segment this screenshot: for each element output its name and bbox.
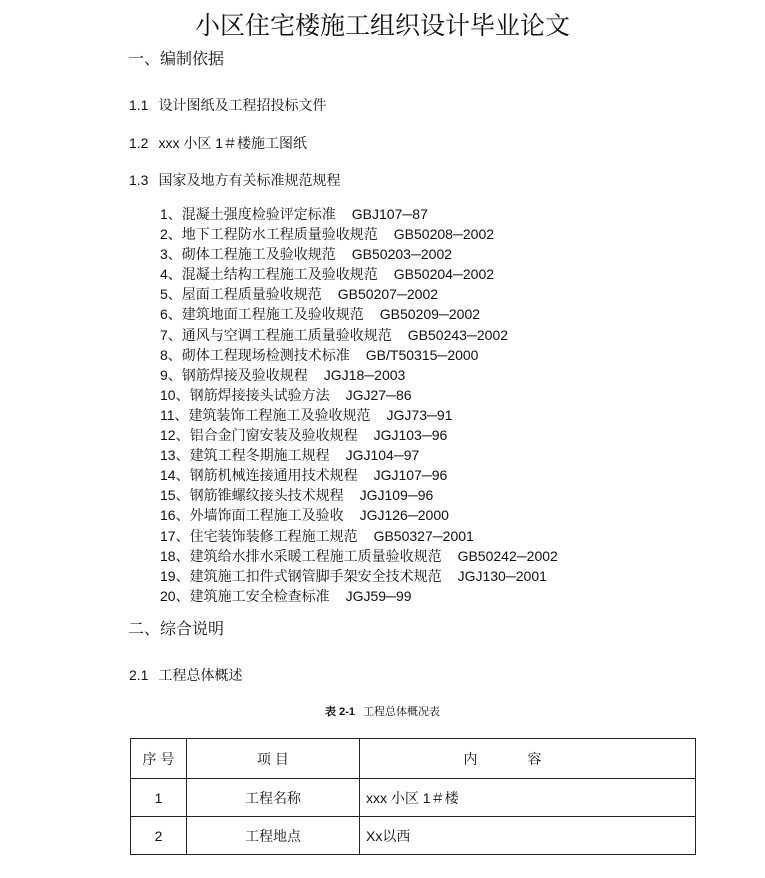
standard-label: 1、混凝土强度检验评定标准 xyxy=(160,206,336,222)
list-item xyxy=(160,445,558,465)
list-item xyxy=(160,425,558,445)
standard-code: GB50243─2002 xyxy=(407,326,509,343)
subsection-2-1 xyxy=(129,665,242,685)
list-item xyxy=(160,345,558,365)
document-title: 小区住宅楼施工组织设计毕业论文 xyxy=(194,11,570,40)
section-heading-2: 二、综合说明 xyxy=(128,619,225,638)
list-item xyxy=(160,485,558,505)
list-item xyxy=(160,526,558,546)
standard-code: GB50242─2002 xyxy=(457,547,558,564)
standard-label: 20、建筑施工安全检查标准 xyxy=(160,587,330,604)
list-item xyxy=(160,566,558,586)
standard-label: 12、铝合金门窗安装及验收规程 xyxy=(160,427,358,444)
table-cell: 工程名称 xyxy=(187,779,360,817)
standard-code: JGJ107─96 xyxy=(373,467,448,484)
list-item xyxy=(160,586,558,606)
standard-label: 15、钢筋锥螺纹接头技术规程 xyxy=(160,487,344,504)
list-item xyxy=(160,385,558,405)
standard-code: JGJ104─97 xyxy=(345,447,420,464)
standard-code: GB50203─2002 xyxy=(351,246,453,263)
standard-code: JGJ103─96 xyxy=(373,427,448,444)
list-item xyxy=(160,304,558,324)
subsection-text: xxx 小区 1＃楼施工图纸 xyxy=(158,135,308,151)
subsection-1-3 xyxy=(129,170,340,190)
subsection-text: 国家及地方有关标准规范规程 xyxy=(158,172,341,188)
list-item xyxy=(160,546,558,566)
standard-label: 9、钢筋焊接及验收规程 xyxy=(160,366,308,383)
standard-label: 7、通风与空调工程施工质量验收规范 xyxy=(160,326,392,343)
standard-label: 5、屋面工程质量验收规范 xyxy=(160,286,322,303)
standard-label: 18、建筑给水排水采暖工程施工质量验收规范 xyxy=(160,547,442,564)
subsection-text: 工程总体概述 xyxy=(158,667,243,683)
standard-label: 4、混凝土结构工程施工及验收规范 xyxy=(160,266,378,283)
table-cell: Xx以西 xyxy=(360,817,696,855)
table-cell: 2 xyxy=(131,817,187,855)
table-row xyxy=(131,779,696,817)
standard-code: GBJ107─87 xyxy=(351,206,428,222)
subsection-1-2 xyxy=(129,133,307,153)
standard-code: GB/T50315─2000 xyxy=(365,346,479,363)
standard-label: 6、建筑地面工程施工及验收规范 xyxy=(160,306,364,323)
standard-label: 10、钢筋焊接接头试验方法 xyxy=(160,386,330,403)
standard-code: JGJ109─96 xyxy=(359,487,434,504)
subsection-text: 设计图纸及工程招投标文件 xyxy=(158,97,327,113)
standard-label: 13、建筑工程冬期施工规程 xyxy=(160,447,330,464)
subsection-number: 1.3 xyxy=(129,172,149,188)
standard-label: 17、住宅装饰装修工程施工规范 xyxy=(160,527,358,544)
column-header-item: 项 目 xyxy=(187,739,360,779)
standard-code: JGJ73─91 xyxy=(386,406,453,423)
standard-label: 2、地下工程防水工程质量验收规范 xyxy=(160,226,378,243)
list-item xyxy=(160,284,558,304)
standard-code: GB50327─2001 xyxy=(373,527,474,544)
standard-label: 3、砌体工程施工及验收规范 xyxy=(160,246,336,263)
column-header-no: 序 号 xyxy=(131,739,187,779)
list-item xyxy=(160,224,558,244)
list-item xyxy=(160,264,558,284)
standard-label: 19、建筑施工扣件式钢管脚手架安全技术规范 xyxy=(160,567,442,584)
standard-code: JGJ130─2001 xyxy=(457,567,547,584)
standard-label: 14、钢筋机械连接通用技术规程 xyxy=(160,467,358,484)
standard-code: GB50208─2002 xyxy=(393,226,495,243)
table-cell: xxx 小区 1＃楼 xyxy=(360,779,696,817)
list-item xyxy=(160,405,558,425)
standard-label: 8、砌体工程现场检测技术标准 xyxy=(160,346,350,363)
standard-code: GB50204─2002 xyxy=(393,266,495,283)
list-item xyxy=(160,204,558,224)
list-item xyxy=(160,505,558,525)
list-item xyxy=(160,365,558,385)
standard-label: 16、外墙饰面工程施工及验收 xyxy=(160,507,344,524)
standards-list xyxy=(160,204,558,606)
list-item xyxy=(160,325,558,345)
subsection-number: 2.1 xyxy=(129,667,149,683)
standard-code: JGJ27─86 xyxy=(345,386,412,403)
standard-code: GB50207─2002 xyxy=(337,286,439,303)
table-caption xyxy=(0,703,765,719)
table-row xyxy=(131,817,696,855)
standard-label: 11、建筑装饰工程施工及验收规范 xyxy=(160,406,371,423)
subsection-number: 1.1 xyxy=(129,97,149,113)
section-heading-1: 一、编制依据 xyxy=(128,49,225,68)
standard-code: JGJ18─2003 xyxy=(323,366,406,383)
list-item xyxy=(160,465,558,485)
table-caption-text: 工程总体概况表 xyxy=(362,706,440,718)
table-header-row xyxy=(131,739,696,779)
standard-code: GB50209─2002 xyxy=(379,306,481,323)
column-header-content: 内容 xyxy=(360,739,696,779)
standard-code: JGJ59─99 xyxy=(345,587,412,604)
subsection-1-1 xyxy=(129,95,326,115)
table-caption-number: 表 2-1 xyxy=(325,706,355,718)
list-item xyxy=(160,244,558,264)
table-cell: 工程地点 xyxy=(187,817,360,855)
project-overview-table xyxy=(130,738,696,855)
subsection-number: 1.2 xyxy=(129,135,149,151)
standard-code: JGJ126─2000 xyxy=(359,507,449,524)
table-cell: 1 xyxy=(131,779,187,817)
